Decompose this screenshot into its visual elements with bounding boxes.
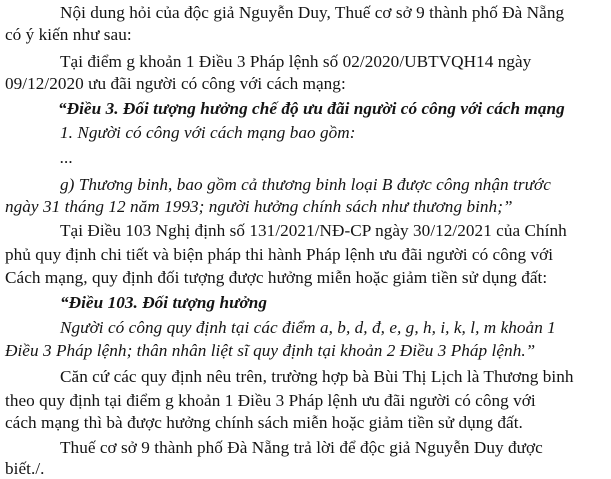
ellipsis-line: ...: [60, 148, 74, 167]
text-line: Điều 3 Pháp lệnh; thân nhân liệt sĩ quy định tại khoản 2 Điều 3 Pháp lệnh.”: [5, 341, 536, 360]
text-line: Thuế cơ sở 9 thành phố Đà Nẵng trả lời để độc giả Nguyễn Duy được: [60, 438, 543, 457]
text-line: phủ quy định chi tiết và biện pháp thi hành Pháp lệnh ưu đãi người có công với: [5, 245, 554, 264]
text-line: Nội dung hỏi của độc giả Nguyễn Duy, Thuế cơ sở 9 thành phố Đà Nẵng: [60, 3, 565, 22]
text-line: Người có công quy định tại các điểm a, b, d, đ, e, g, h, i, k, l, m khoản 1: [60, 318, 556, 337]
text-line: 1. Người có công với cách mạng bao gồm:: [60, 123, 356, 142]
text-line: ngày 31 tháng 12 năm 1993; người hưởng chính sách như thương binh;”: [5, 197, 513, 216]
quote-heading: “Điều 3. Đối tượng hưởng chế độ ưu đãi người có công với cách mạng: [58, 99, 565, 118]
text-line: 09/12/2020 ưu đãi người có công với cách mạng:: [5, 74, 346, 93]
text-line: biết./.: [5, 459, 45, 478]
text-line: Cách mạng, quy định đối tượng được hưởng miễn hoặc giảm tiền sử dụng đất:: [5, 268, 548, 287]
text-line: Tại Điều 103 Nghị định số 131/2021/NĐ-CP ngày 30/12/2021 của Chính: [60, 221, 567, 240]
text-line: Căn cứ các quy định nêu trên, trường hợp bà Bùi Thị Lịch là Thương binh: [60, 367, 574, 386]
text-line: theo quy định tại điểm g khoản 1 Điều 3 Pháp lệnh ưu đãi người có công với: [5, 391, 536, 410]
text-line: cách mạng thì bà được hưởng chính sách miễn hoặc giảm tiền sử dụng đất.: [5, 413, 523, 432]
quote-heading: “Điều 103. Đối tượng hưởng: [60, 293, 267, 312]
text-line: có ý kiến như sau:: [5, 25, 132, 44]
text-line: Tại điểm g khoản 1 Điều 3 Pháp lệnh số 02/2020/UBTVQH14 ngày: [60, 52, 532, 71]
text-line: g) Thương binh, bao gồm cả thương binh loại B được công nhận trước: [60, 175, 551, 194]
